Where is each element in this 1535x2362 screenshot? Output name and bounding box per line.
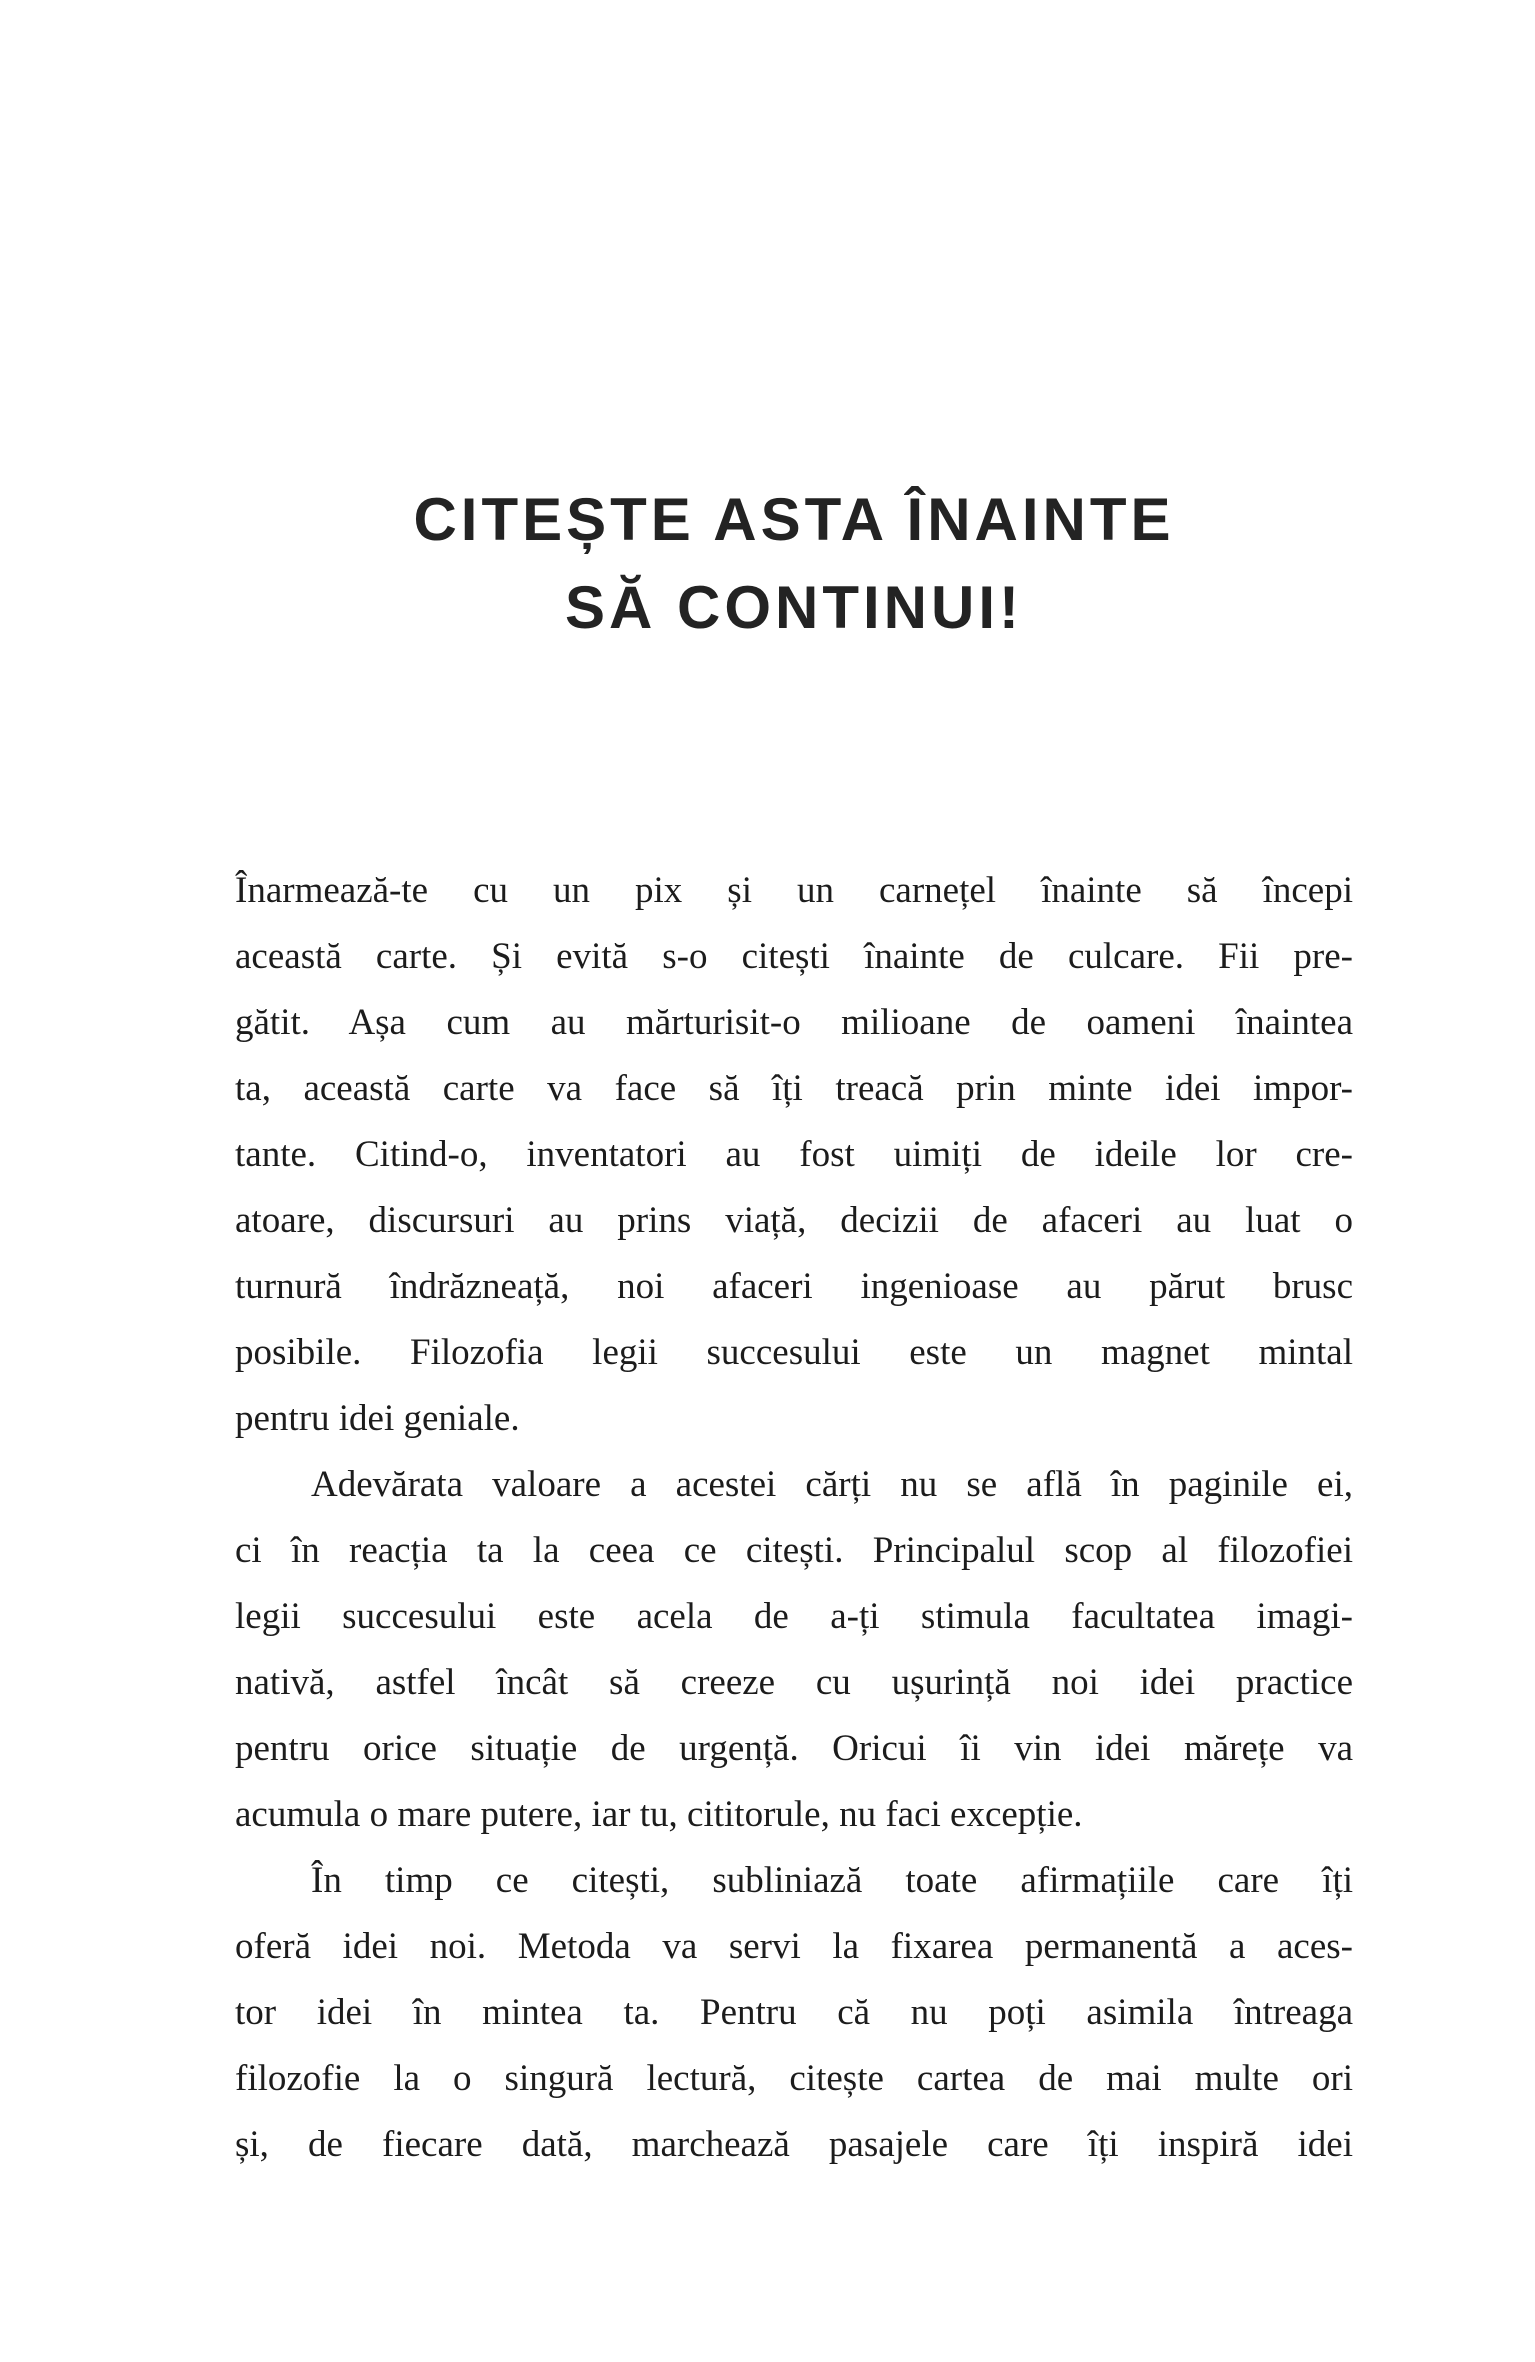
body-line: tante. Citind-o, inventatori au fost uimiți de ideile lor cre- xyxy=(235,1134,1353,1175)
body-line: și, de fiecare dată, marchează pasajele care îți inspiră idei xyxy=(235,2124,1353,2165)
body-line: acumula o mare putere, iar tu, cititorule, nu faci excepție. xyxy=(235,1794,1083,1835)
paragraph xyxy=(235,1452,1353,1848)
body-line: ci în reacția ta la ceea ce citești. Principalul scop al filozofiei xyxy=(235,1530,1353,1571)
body-line: gătit. Așa cum au mărturisit-o milioane de oameni înaintea xyxy=(235,1002,1353,1043)
body-line: În timp ce citești, subliniază toate afirmațiile care îți xyxy=(311,1860,1353,1901)
body-line: ta, această carte va face să îți treacă prin minte idei impor- xyxy=(235,1068,1353,1109)
paragraph xyxy=(235,1848,1353,2178)
page-title-line-1: CITEȘTE ASTA ÎNAINTE xyxy=(413,486,1175,554)
body-line: pentru idei geniale. xyxy=(235,1398,520,1439)
body-line: această carte. Și evită s-o citești înainte de culcare. Fii pre- xyxy=(235,936,1353,977)
body-line: nativă, astfel încât să creeze cu ușurință noi idei practice xyxy=(235,1662,1353,1703)
body-line: Înarmează-te cu un pix și un carnețel înainte să începi xyxy=(235,870,1353,911)
body-line: filozofie la o singură lectură, citește cartea de mai multe ori xyxy=(235,2058,1353,2099)
body-line: turnură îndrăzneață, noi afaceri ingenioase au părut brusc xyxy=(235,1266,1353,1307)
body-line: Adevărata valoare a acestei cărți nu se află în paginile ei, xyxy=(311,1464,1353,1505)
page-title-line-2: SĂ CONTINUI! xyxy=(565,574,1023,642)
page-body xyxy=(235,858,1353,2178)
body-line: legii succesului este acela de a-ți stimula facultatea imagi- xyxy=(235,1596,1353,1637)
page-title xyxy=(235,476,1353,652)
body-line: posibile. Filozofia legii succesului este un magnet mintal xyxy=(235,1332,1353,1373)
paragraph xyxy=(235,858,1353,1452)
body-line: tor idei în mintea ta. Pentru că nu poți asimila întreaga xyxy=(235,1992,1353,2033)
body-line: oferă idei noi. Metoda va servi la fixarea permanentă a aces- xyxy=(235,1926,1353,1967)
body-line: pentru orice situație de urgență. Oricui îi vin idei mărețe va xyxy=(235,1728,1353,1769)
body-line: atoare, discursuri au prins viață, decizii de afaceri au luat o xyxy=(235,1200,1353,1241)
